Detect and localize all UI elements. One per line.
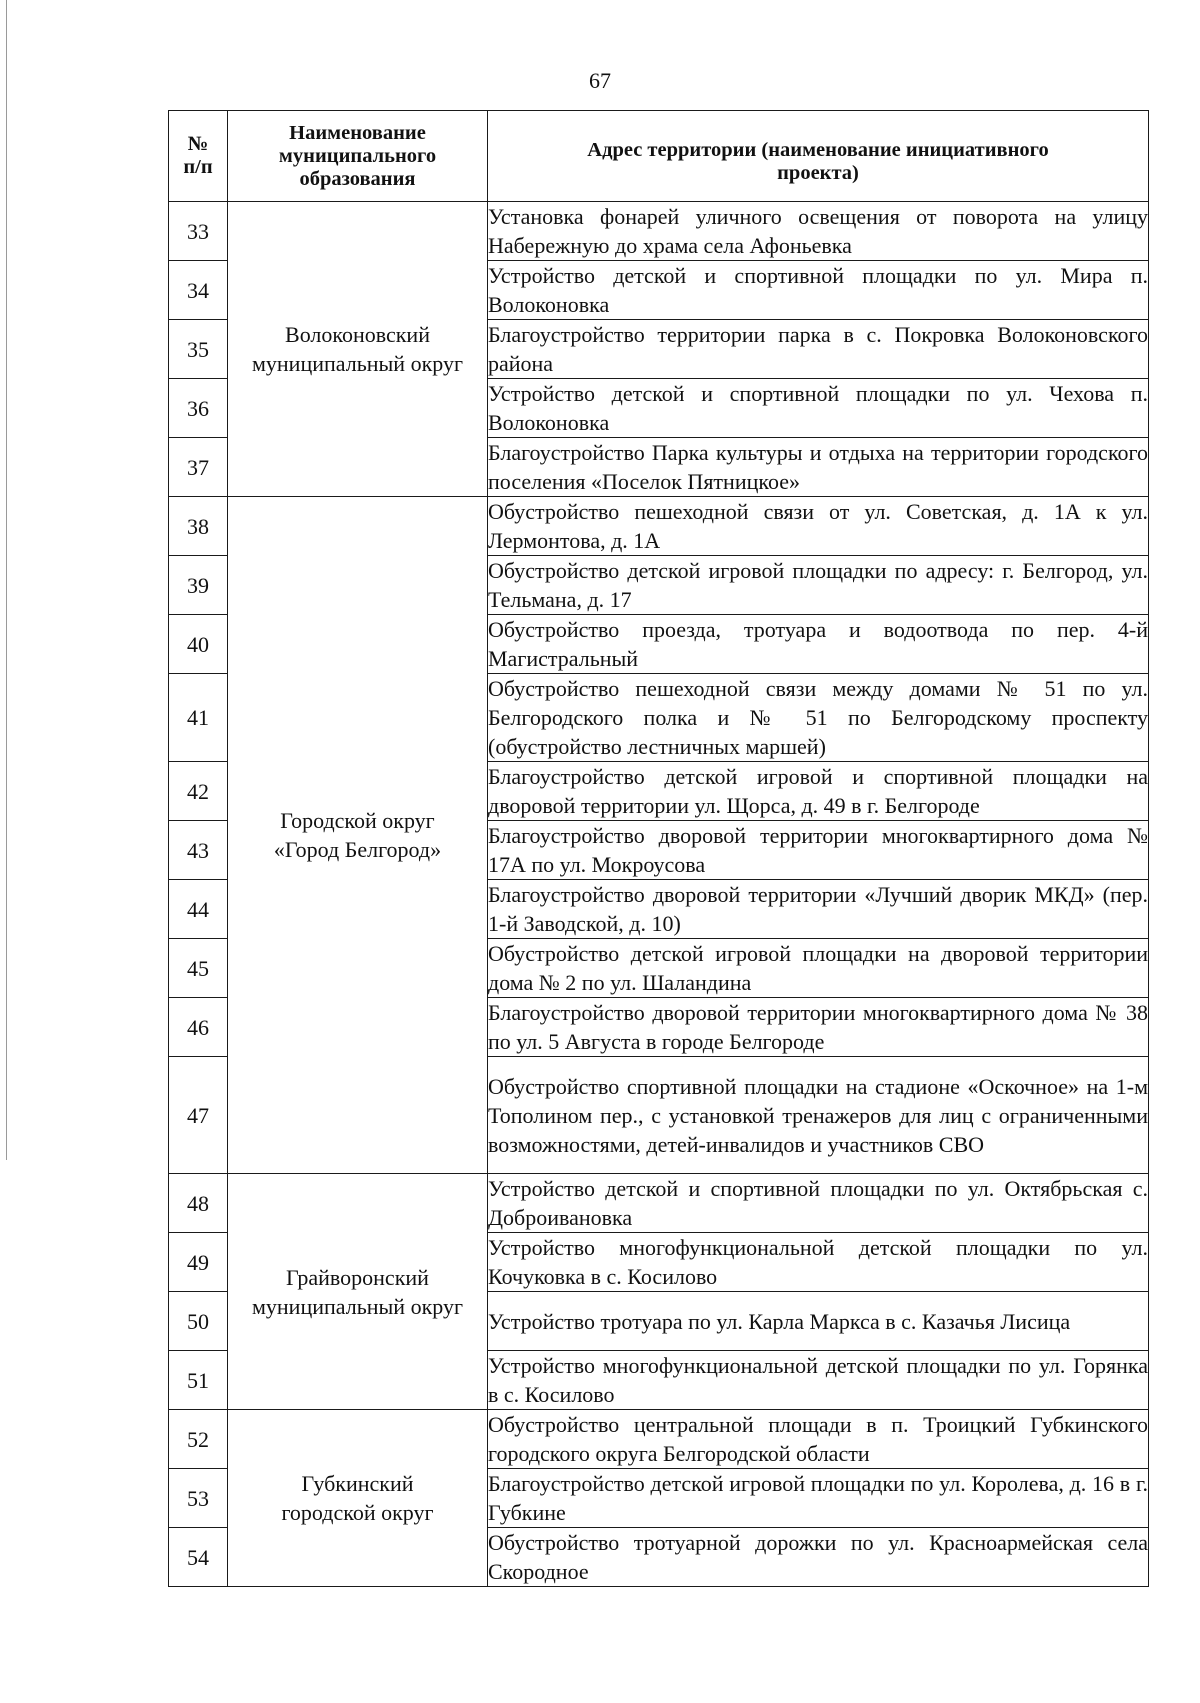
projects-table [168, 110, 1149, 1587]
project-description: Устройство многофункциональной детской площадки по ул. Кочуковка в с. Косилово [488, 1233, 1149, 1292]
row-number: 38 [169, 497, 228, 556]
table-row [169, 1174, 1149, 1233]
project-description: Устройство детской и спортивной площадки по ул. Мира п. Волоконовка [488, 261, 1149, 320]
header-address: Адрес территории (наименование инициативного проекта) [488, 111, 1149, 202]
project-description: Благоустройство детской игровой площадки по ул. Королева, д. 16 в г. Губкине [488, 1469, 1149, 1528]
table-header [169, 111, 1149, 202]
row-number: 54 [169, 1528, 228, 1587]
municipality-label: Городской округ «Город Белгород» [273, 808, 442, 862]
project-description: Устройство многофункциональной детской площадки по ул. Горянка в с. Косилово [488, 1351, 1149, 1410]
header-num: № п/п [169, 111, 228, 202]
project-description: Обустройство тротуарной дорожки по ул. Красноармейская села Скородное [488, 1528, 1149, 1587]
row-number: 33 [169, 202, 228, 261]
row-number: 50 [169, 1292, 228, 1351]
project-description: Обустройство центральной площади в п. Троицкий Губкинского городского округа Белгородской области [488, 1410, 1149, 1469]
project-description: Обустройство детской игровой площадки на дворовой территории дома № 2 по ул. Шаландина [488, 939, 1149, 998]
municipality-name [228, 1410, 488, 1587]
row-number: 37 [169, 438, 228, 497]
table-row [169, 497, 1149, 556]
row-number: 49 [169, 1233, 228, 1292]
scan-edge-line [6, 0, 7, 1160]
row-number: 36 [169, 379, 228, 438]
row-number: 45 [169, 939, 228, 998]
table-row [169, 1410, 1149, 1469]
project-description: Обустройство проезда, тротуара и водоотвода по пер. 4-й Магистральный [488, 615, 1149, 674]
municipality-label: Волоконовский муниципальный округ [251, 322, 463, 376]
header-row [169, 111, 1149, 202]
municipality-name [228, 1174, 488, 1410]
project-description: Обустройство спортивной площадки на стадионе «Оскочное» на 1-м Тополином пер., с установкой тренажеров для лиц с ограниченными возможностями, детей-инвалидов и участников СВО [488, 1057, 1149, 1174]
project-description: Благоустройство дворовой территории многоквартирного дома № 17А по ул. Мокроусова [488, 821, 1149, 880]
row-number: 42 [169, 762, 228, 821]
project-description: Устройство детской и спортивной площадки по ул. Октябрьская с. Доброивановка [488, 1174, 1149, 1233]
project-description: Устройство тротуара по ул. Карла Маркса в с. Казачья Лисица [488, 1292, 1149, 1351]
project-description: Обустройство пешеходной связи от ул. Советская, д. 1А к ул. Лермонтова, д. 1А [488, 497, 1149, 556]
row-number: 43 [169, 821, 228, 880]
row-number: 39 [169, 556, 228, 615]
municipality-label: Грайворонский муниципальный округ [251, 1264, 463, 1319]
municipality-label: Губкинский городской округ [281, 1471, 434, 1525]
row-number: 40 [169, 615, 228, 674]
project-description: Устройство детской и спортивной площадки по ул. Чехова п. Волоконовка [488, 379, 1149, 438]
row-number: 47 [169, 1057, 228, 1174]
table-body [169, 202, 1149, 1587]
row-number: 53 [169, 1469, 228, 1528]
project-description: Благоустройство дворовой территории «Лучший дворик МКД» (пер. 1-й Заводской, д. 10) [488, 880, 1149, 939]
municipality-name [228, 202, 488, 497]
header-municipality: Наименование муниципального образования [228, 111, 488, 202]
project-description: Благоустройство дворовой территории многоквартирного дома № 38 по ул. 5 Августа в городе Белгороде [488, 998, 1149, 1057]
project-description: Благоустройство территории парка в с. Покровка Волоконовского района [488, 320, 1149, 379]
project-description: Благоустройство детской игровой и спортивной площадки на дворовой территории ул. Щорса, д. 49 в г. Белгороде [488, 762, 1149, 821]
row-number: 44 [169, 880, 228, 939]
project-description: Обустройство детской игровой площадки по адресу: г. Белгород, ул. Тельмана, д. 17 [488, 556, 1149, 615]
row-number: 48 [169, 1174, 228, 1233]
project-description: Установка фонарей уличного освещения от поворота на улицу Набережную до храма села Афоньевка [488, 202, 1149, 261]
project-description: Обустройство пешеходной связи между домами № 51 по ул. Белгородского полка и № 51 по Белгородскому проспекту (обустройство лестничных маршей) [488, 674, 1149, 762]
row-number: 41 [169, 674, 228, 762]
project-description: Благоустройство Парка культуры и отдыха на территории городского поселения «Поселок Пятницкое» [488, 438, 1149, 497]
row-number: 46 [169, 998, 228, 1057]
table-row [169, 202, 1149, 261]
municipality-name [228, 497, 488, 1174]
row-number: 35 [169, 320, 228, 379]
page-number: 67 [589, 68, 611, 93]
row-number: 51 [169, 1351, 228, 1410]
row-number: 34 [169, 261, 228, 320]
row-number: 52 [169, 1410, 228, 1469]
